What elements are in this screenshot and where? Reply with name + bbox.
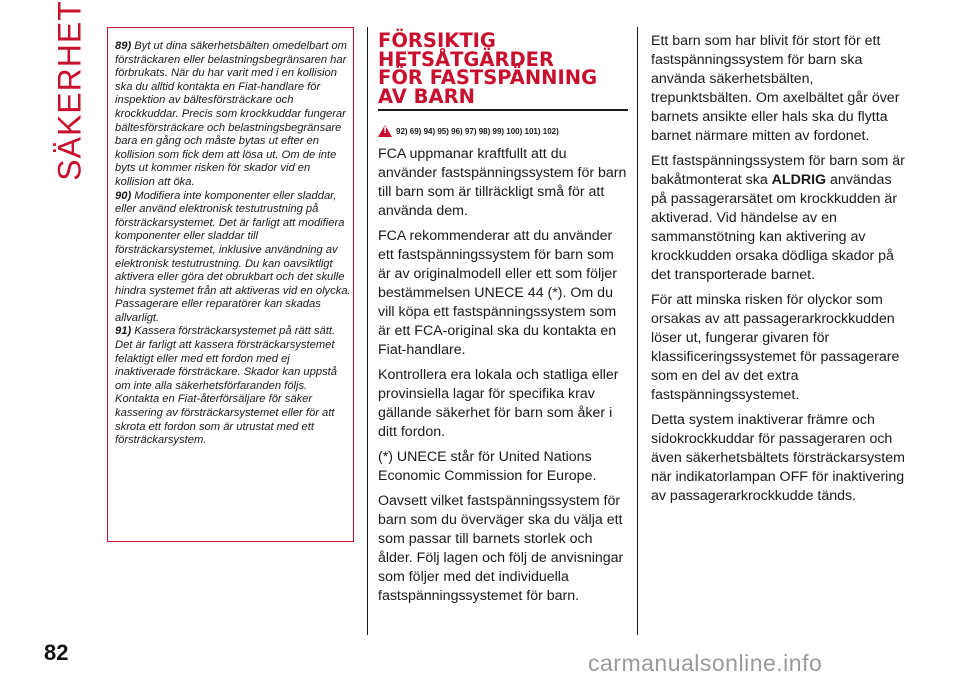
paragraph: FCA rekommenderar att du använder ett fastspänningssystem för barn som är av originalmodell eller ett som följer bestämmelsen UNECE 44 (*). Om du vill köpa ett fastspänningssystem som är ett FCA-original ska du kontakta en Fiat-handlare. (378, 228, 617, 358)
section-tab (51, 0, 88, 181)
warning-91 (115, 325, 353, 447)
warning-text: Modifiera inte komponenter eller sladdar, eller använd elektronisk testutrustning på försträckarsystemet. Det är farligt att modifiera komponenter eller sladdar till försträckarsystemet, inklusive användning av elektronisk testutrustning. Du kan oavsiktligt aktivera eller göra det obrukbart och det skulle hindra systemet från att aktiveras vid en olycka. Passagerare eller reparatörer kan skadas allvarligt. (115, 189, 351, 324)
section-tab-label: SÄKERHET (51, 0, 88, 181)
warning-text: Byt ut dina säkerhetsbälten omedelbart om försträckaren eller belastningsbegränsaren har förbrukats. När du har varit med i en kollision ska du alltid kontakta en Fiat-handlare för inspektion av bältesförsträckare och krockkuddar. Precis som krockkuddar fungerar bältesförsträckare och belastningsbegränsare bara en gång och måste bytas ut efter en kollision som fick dem att lösa ut. Om de inte byts ut kommer risken för skador vid en kollision att öka. (115, 40, 347, 188)
middle-column (378, 29, 628, 612)
warnings-box (107, 27, 354, 542)
rear-facing-text: Ett fastspänningssystem för barn som är bakåtmonterat ska (651, 153, 905, 188)
section-heading (378, 29, 628, 111)
warning-text: Kassera försträckarsystemet på rätt sätt. Det är farligt att kassera försträckarsystemet felaktigt eller med ett fordon med ej inaktiverade försträckare. Skador kan uppstå om inte alla säkerhetsförfaranden följs. Kontakta en Fiat-återförsäljare för säker kassering av försträckarsystemet eller för att skrota ett fordon som är utrustat med ett försträckarsystem. (115, 325, 338, 447)
page-number: 82 (44, 640, 69, 665)
heading-line: FÖRSIKTIG (378, 29, 496, 52)
heading-line: FÖR FASTSPÄNNING (378, 66, 598, 89)
paragraph: Ett barn som har blivit för stort för ett fastspänningssystem för barn ska använda säkerhetsbälten, trepunktsbälten. Om axelbältet går över barnets ansikte eller hals ska du flytta barnet närmare mitten av fordonet. (651, 33, 900, 144)
paragraph: För att minska risken för olyckor som orsakas av att passagerarkrockkudden löser ut, fungerar givaren för klassificeringssystemet för passagerare som en del av det extra fastspänningssystemet. (651, 292, 900, 403)
paragraph: FCA uppmanar kraftfullt att du använder fastspänningssystem för barn till barn som är tillräckligt små för att använda dem. (378, 146, 627, 219)
warning-refs-text: 92) 69) 94) 95) 96) 97) 98) 99) 100) 101) 102) (396, 126, 559, 136)
warning-number: 90) (115, 189, 132, 202)
warning-number: 91) (115, 325, 132, 338)
warning-number: 89) (115, 40, 132, 52)
warning-90 (115, 190, 353, 326)
emphasis-never: ALDRIG (771, 172, 827, 188)
rear-facing-text: användas på passagerarsätet om krockkudden är aktiverad. Vid händelse av en sammanstötning kan aktivering av krockkudden orsaka dödliga skador på det transporterade barnet. (651, 172, 898, 283)
paragraph: Oavsett vilket fastspänningssystem för barn som du överväger ska du välja ett som passar till barnets storlek och ålder. Följ lagen och följ de anvisningar som följer med det individuella fastspänningssystemet för barn. (378, 493, 624, 604)
right-column (651, 32, 911, 512)
heading-line: AV BARN (378, 84, 475, 108)
column-divider (367, 27, 368, 635)
heading-line: HETSÅTGÄRDER (378, 47, 555, 71)
watermark: carmanualsonline.info (588, 650, 823, 676)
paragraph: Detta system inaktiverar främre och sidokrockkuddar för passageraren och även säkerhetsbältets försträckarsystem när indikatorlampan OFF för inaktivering av passagerarkrockkudde tänds. (651, 412, 905, 504)
rear-facing-paragraph (651, 152, 911, 285)
warning-triangle-icon (378, 125, 392, 137)
paragraph: (*) UNECE står för United Nations Economic Commission for Europe. (378, 449, 597, 484)
warning-89 (115, 40, 353, 190)
warning-references (378, 125, 628, 137)
paragraph: Kontrollera era lokala och statliga eller provinsiella lagar för specifika krav gällande säkerhet för barn som åker i ditt fordon. (378, 367, 619, 440)
column-divider (637, 27, 638, 635)
